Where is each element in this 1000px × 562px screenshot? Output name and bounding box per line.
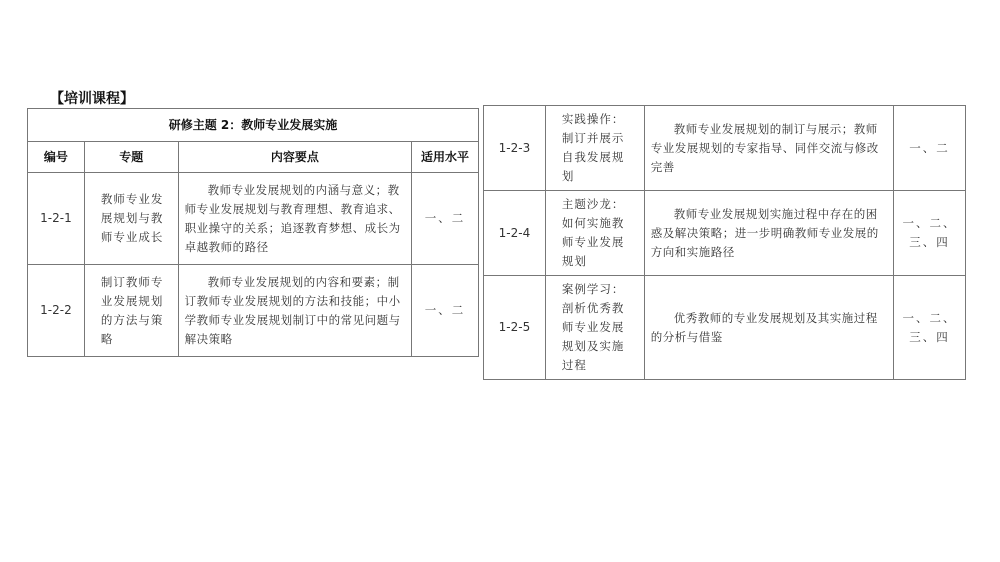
row-level: 一、二 bbox=[412, 265, 479, 357]
row-level: 一、二、三、四 bbox=[894, 191, 966, 276]
course-table-left bbox=[27, 108, 479, 357]
row-content-text: 教师专业发展规划的内容和要素；制订教师专业发展规划的方法和技能；中小学教师专业发展规划制订中的常见问题与解决策略 bbox=[184, 274, 401, 346]
table-row bbox=[484, 106, 966, 191]
row-content-text: 教师专业发展规划的内涵与意义；教师专业发展规划与教育理想、教育追求、职业操守的关系；追逐教育梦想、成长为卓越教师的路径 bbox=[184, 182, 401, 254]
row-topic: 制订教师专业发展规划的方法与策略 bbox=[84, 265, 178, 357]
section-title: 【培训课程】 bbox=[50, 91, 134, 107]
row-code: 1-2-1 bbox=[28, 173, 85, 265]
table-row bbox=[28, 173, 479, 265]
row-topic: 主题沙龙：如何实施教师专业发展规划 bbox=[545, 191, 644, 276]
header-level: 适用水平 bbox=[412, 142, 479, 173]
row-code: 1-2-2 bbox=[28, 265, 85, 357]
row-topic: 教师专业发展规划与教师专业成长 bbox=[84, 173, 178, 265]
course-table-right bbox=[483, 105, 966, 380]
row-topic: 案例学习：剖析优秀教师专业发展规划及实施过程 bbox=[545, 276, 644, 380]
header-code: 编号 bbox=[28, 142, 85, 173]
row-level: 一、二 bbox=[894, 106, 966, 191]
row-content bbox=[644, 276, 893, 380]
header-content: 内容要点 bbox=[178, 142, 411, 173]
row-content-text: 教师专业发展规划实施过程中存在的困惑及解决策略；进一步明确教师专业发展的方向和实施路径 bbox=[650, 206, 879, 259]
row-level: 一、二、三、四 bbox=[894, 276, 966, 380]
row-content bbox=[178, 265, 411, 357]
row-code: 1-2-3 bbox=[484, 106, 546, 191]
header-row bbox=[28, 142, 479, 173]
row-content-text: 优秀教师的专业发展规划及其实施过程的分析与借鉴 bbox=[650, 310, 878, 344]
row-content bbox=[644, 106, 893, 191]
table-row bbox=[484, 191, 966, 276]
header-topic: 专题 bbox=[84, 142, 178, 173]
theme-title: 研修主题 2：教师专业发展实施 bbox=[28, 109, 479, 142]
row-level: 一、二 bbox=[412, 173, 479, 265]
row-content bbox=[178, 173, 411, 265]
table-row bbox=[28, 265, 479, 357]
row-code: 1-2-4 bbox=[484, 191, 546, 276]
row-topic: 实践操作：制订并展示自我发展规划 bbox=[545, 106, 644, 191]
theme-row bbox=[28, 109, 479, 142]
table-row bbox=[484, 276, 966, 380]
row-content bbox=[644, 191, 893, 276]
row-code: 1-2-5 bbox=[484, 276, 546, 380]
row-content-text: 教师专业发展规划的制订与展示；教师专业发展规划的专家指导、同伴交流与修改完善 bbox=[650, 121, 879, 174]
